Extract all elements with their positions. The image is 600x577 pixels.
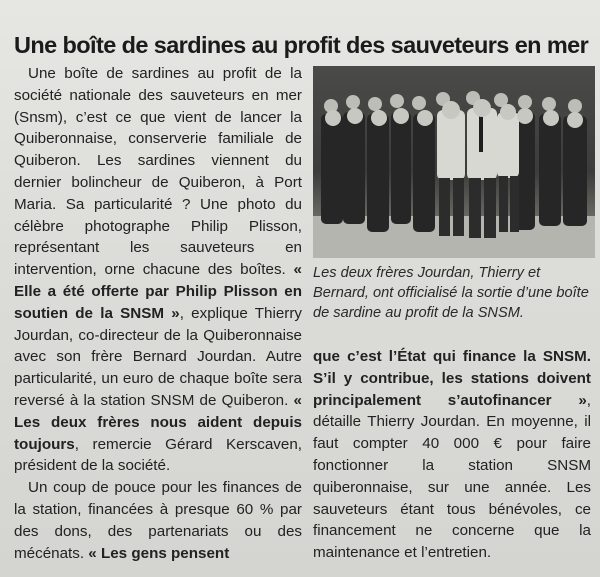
right-column xyxy=(313,346,591,564)
text-run: Une boîte de sardines au profit de la société nationale des sauveteurs en mer (Snsm), c’est ce que vient de lancer la Quiberonnaise, conserverie familiale de Quiberon. Les sardines viennent du dernier bolincheur de Quiberon, à Port Maria. Sa particularité ? Une photo du célèbre photographe Philip Plisson, représentant les sauveteurs en intervention, orne chacune des boîtes. xyxy=(14,65,302,279)
left-column xyxy=(14,63,302,564)
group-photo-image xyxy=(313,66,595,258)
left-paragraph-1 xyxy=(14,63,302,477)
article-photo xyxy=(313,66,595,258)
right-paragraph-1 xyxy=(313,346,591,564)
photo-caption: Les deux frères Jourdan, Thierry et Bernard, ont officialisé la sortie d’une boîte de sardine au profit de la SNSM. xyxy=(313,265,589,321)
text-run: Un coup de pouce pour les finances de la station, financées à presque 60 % par des dons, des partenariats ou des mécénats. xyxy=(14,479,302,562)
bold-quote-run: « Elle a été offerte par Philip Plisson en soutien de la SNSM » xyxy=(14,261,302,322)
text-run: , détaille Thierry Jourdan. En moyenne, il faut compter 40 000 € pour faire fonctionner la station SNSM quiberonnaise, sur une année. Les sauveteurs étant tous bénévoles, ce financement ne concerne que la maintenance et l’entretien. xyxy=(313,391,591,562)
bold-quote-run: « Les gens pensent xyxy=(88,544,230,562)
text-run: , explique Thierry Jourdan, co-directeur de la Quiberonnaise avec son frère Bernard Jourdan. Autre particularité, un euro de chaque boîte sera reversé à la station SNSM de Quiberon. xyxy=(14,304,302,409)
left-paragraph-2 xyxy=(14,477,302,564)
bold-quote-run: que c’est l’État qui finance la SNSM. S’il y contribue, les stations doivent principalement s’autofinancer » xyxy=(313,348,591,409)
bold-quote-run: « Les deux frères nous aident depuis toujours xyxy=(14,391,302,453)
text-run: , remercie Gérard Kerscaven, président de la société. xyxy=(14,435,302,475)
article-headline: Une boîte de sardines au profit des sauveteurs en mer xyxy=(14,32,589,58)
